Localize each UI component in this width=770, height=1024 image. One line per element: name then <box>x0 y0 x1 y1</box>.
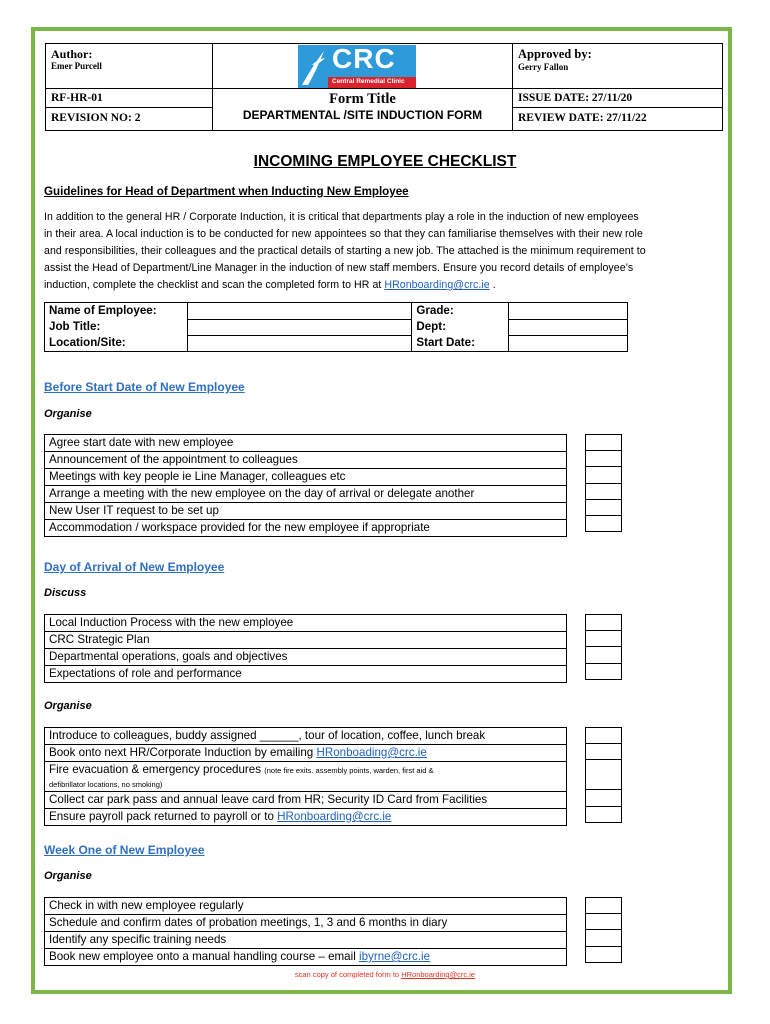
form-title-cell <box>212 88 513 131</box>
checklist-item: Identify any specific training needs <box>45 932 567 949</box>
para-line: In addition to the general HR / Corporate Induction, it is critical that departments play a role in the induction of new employees <box>44 211 639 223</box>
checkbox[interactable] <box>585 789 622 806</box>
logo-subtext: Central Remedial Clinic <box>332 78 405 85</box>
para-line-last: induction, complete the checklist and scan the completed form to HR at HRonboarding@crc.ie . <box>44 279 496 291</box>
checklist-item: New User IT request to be set up <box>45 503 567 520</box>
name-field[interactable] <box>187 303 411 320</box>
arrival-discuss-subtitle: Discuss <box>44 587 87 599</box>
arrival-discuss-checklist <box>44 614 567 683</box>
job-title-label: Job Title: <box>45 319 188 335</box>
week-checkboxes <box>585 898 622 963</box>
checklist-item: Agree start date with new employee <box>45 435 567 452</box>
arrival-discuss-checkboxes <box>585 615 622 680</box>
job-title-field[interactable] <box>187 319 411 335</box>
ref-cell <box>45 88 213 108</box>
issue-date-cell <box>512 88 723 108</box>
grade-field[interactable] <box>509 303 628 320</box>
issue-date: ISSUE DATE: 27/11/20 <box>518 92 633 104</box>
ref-number: RF-HR-01 <box>51 92 103 104</box>
arrival-title: Day of Arrival of New Employee <box>44 560 225 574</box>
checkbox[interactable] <box>585 630 622 647</box>
checklist-item: Book onto next HR/Corporate Induction by emailing HRonboading@crc.ie <box>45 745 567 762</box>
checkbox[interactable] <box>585 663 622 680</box>
checkbox[interactable] <box>585 743 622 760</box>
checklist-item: Arrange a meeting with the new employee on the day of arrival or delegate another <box>45 486 567 503</box>
checklist-item: Book new employee onto a manual handling course – email ibyrne@crc.ie <box>45 949 567 966</box>
checkbox[interactable] <box>585 450 622 467</box>
checklist-item: Local Induction Process with the new employee <box>45 615 567 632</box>
author-cell <box>45 43 213 89</box>
checkbox[interactable] <box>585 434 622 451</box>
checklist-item: Fire evacuation & emergency procedures (note fire exits. assembly points, warden, first aid & defibrillator locations, no smoking) <box>45 762 567 792</box>
hr-onboarding-email-link[interactable]: HRonboarding@crc.ie <box>277 810 392 823</box>
checkbox[interactable] <box>585 499 622 516</box>
checkbox[interactable] <box>585 806 622 823</box>
location-field[interactable] <box>187 335 411 352</box>
checkbox[interactable] <box>585 929 622 946</box>
before-start-title: Before Start Date of New Employee <box>44 380 245 394</box>
week-one-title: Week One of New Employee <box>44 843 205 857</box>
form-title: DEPARTMENTAL /SITE INDUCTION FORM <box>242 108 483 122</box>
checkbox[interactable] <box>585 646 622 663</box>
review-date-cell <box>512 107 723 131</box>
hr-email-link[interactable]: HRonboarding@crc.ie <box>384 279 490 291</box>
approved-name: Gerry Fallon <box>518 62 569 72</box>
author-label: Author: <box>51 47 93 61</box>
para-line: and responsibilities, their colleagues and the practical details of starting a new job. The attached is the minimum requirement to <box>44 245 646 257</box>
start-date-label: Start Date: <box>412 335 509 352</box>
dept-field[interactable] <box>509 319 628 335</box>
week-organise-subtitle: Organise <box>44 870 92 882</box>
logo-text: CRC <box>332 43 396 74</box>
arrival-organise-checklist <box>44 727 567 826</box>
arrival-organise-subtitle: Organise <box>44 700 92 712</box>
crc-logo <box>298 45 416 88</box>
main-title: INCOMING EMPLOYEE CHECKLIST <box>253 153 517 170</box>
arrival-organise-checkboxes <box>585 728 622 823</box>
checkbox[interactable] <box>585 727 622 744</box>
checklist-item: Departmental operations, goals and objectives <box>45 649 567 666</box>
checklist-item: Check in with new employee regularly <box>45 898 567 915</box>
dept-label: Dept: <box>412 319 509 335</box>
footer-note: scan copy of completed form to HRonboarding@crc.ie <box>294 970 476 979</box>
checklist-item: Expectations of role and performance <box>45 666 567 683</box>
checklist-item: CRC Strategic Plan <box>45 632 567 649</box>
checkbox[interactable] <box>585 913 622 930</box>
checklist-item: Accommodation / workspace provided for the new employee if appropriate <box>45 520 567 537</box>
ibyrne-email-link[interactable]: ibyrne@crc.ie <box>359 950 431 963</box>
approved-label: Approved by: <box>518 47 592 61</box>
checkbox[interactable] <box>585 483 622 500</box>
checkbox[interactable] <box>585 515 622 532</box>
approved-cell <box>512 43 723 89</box>
guidelines-title: Guidelines for Head of Department when Inducting New Employee <box>44 185 409 198</box>
checkbox[interactable] <box>585 897 622 914</box>
review-date: REVIEW DATE: 27/11/22 <box>518 112 647 124</box>
checklist-item: Meetings with key people ie Line Manager, colleagues etc <box>45 469 567 486</box>
location-label: Location/Site: <box>45 335 188 352</box>
revision-number: REVISION NO: 2 <box>51 112 141 124</box>
before-checklist <box>44 434 567 537</box>
checkbox[interactable] <box>585 759 622 790</box>
employee-details-table <box>44 302 628 352</box>
checklist-item: Schedule and confirm dates of probation meetings, 1, 3 and 6 months in diary <box>45 915 567 932</box>
week-checklist <box>44 897 567 966</box>
checklist-item: Ensure payroll pack returned to payroll or to HRonboarding@crc.ie <box>45 809 567 826</box>
para-line: assist the Head of Department/Line Manager in the induction of new staff members. Ensure you record details of employee’s <box>44 262 634 274</box>
before-checkboxes <box>585 435 622 532</box>
guidelines-paragraph <box>44 209 734 294</box>
logo-cell <box>212 43 513 89</box>
checkbox[interactable] <box>585 946 622 963</box>
revision-cell <box>45 107 213 131</box>
para-line: in their area. A local induction is to be conducted for new appointees so that they can familiarise themselves with their new role <box>44 228 643 240</box>
checklist-item: Introduce to colleagues, buddy assigned ______, tour of location, coffee, lunch break <box>45 728 567 745</box>
before-organise-subtitle: Organise <box>44 408 92 420</box>
grade-label: Grade: <box>412 303 509 320</box>
checklist-item: Collect car park pass and annual leave card from HR; Security ID Card from Facilities <box>45 792 567 809</box>
hr-onboarding-email-link[interactable]: HRonboading@crc.ie <box>316 746 427 759</box>
checklist-item: Announcement of the appointment to colleagues <box>45 452 567 469</box>
author-name: Emer Purcell <box>51 61 102 71</box>
footer-email-link[interactable]: HRonboarding@crc.ie <box>401 970 476 979</box>
checkbox[interactable] <box>585 614 622 631</box>
form-title-label: Form Title <box>329 91 396 107</box>
name-label: Name of Employee: <box>45 303 188 320</box>
start-date-field[interactable] <box>509 335 628 352</box>
checkbox[interactable] <box>585 466 622 483</box>
